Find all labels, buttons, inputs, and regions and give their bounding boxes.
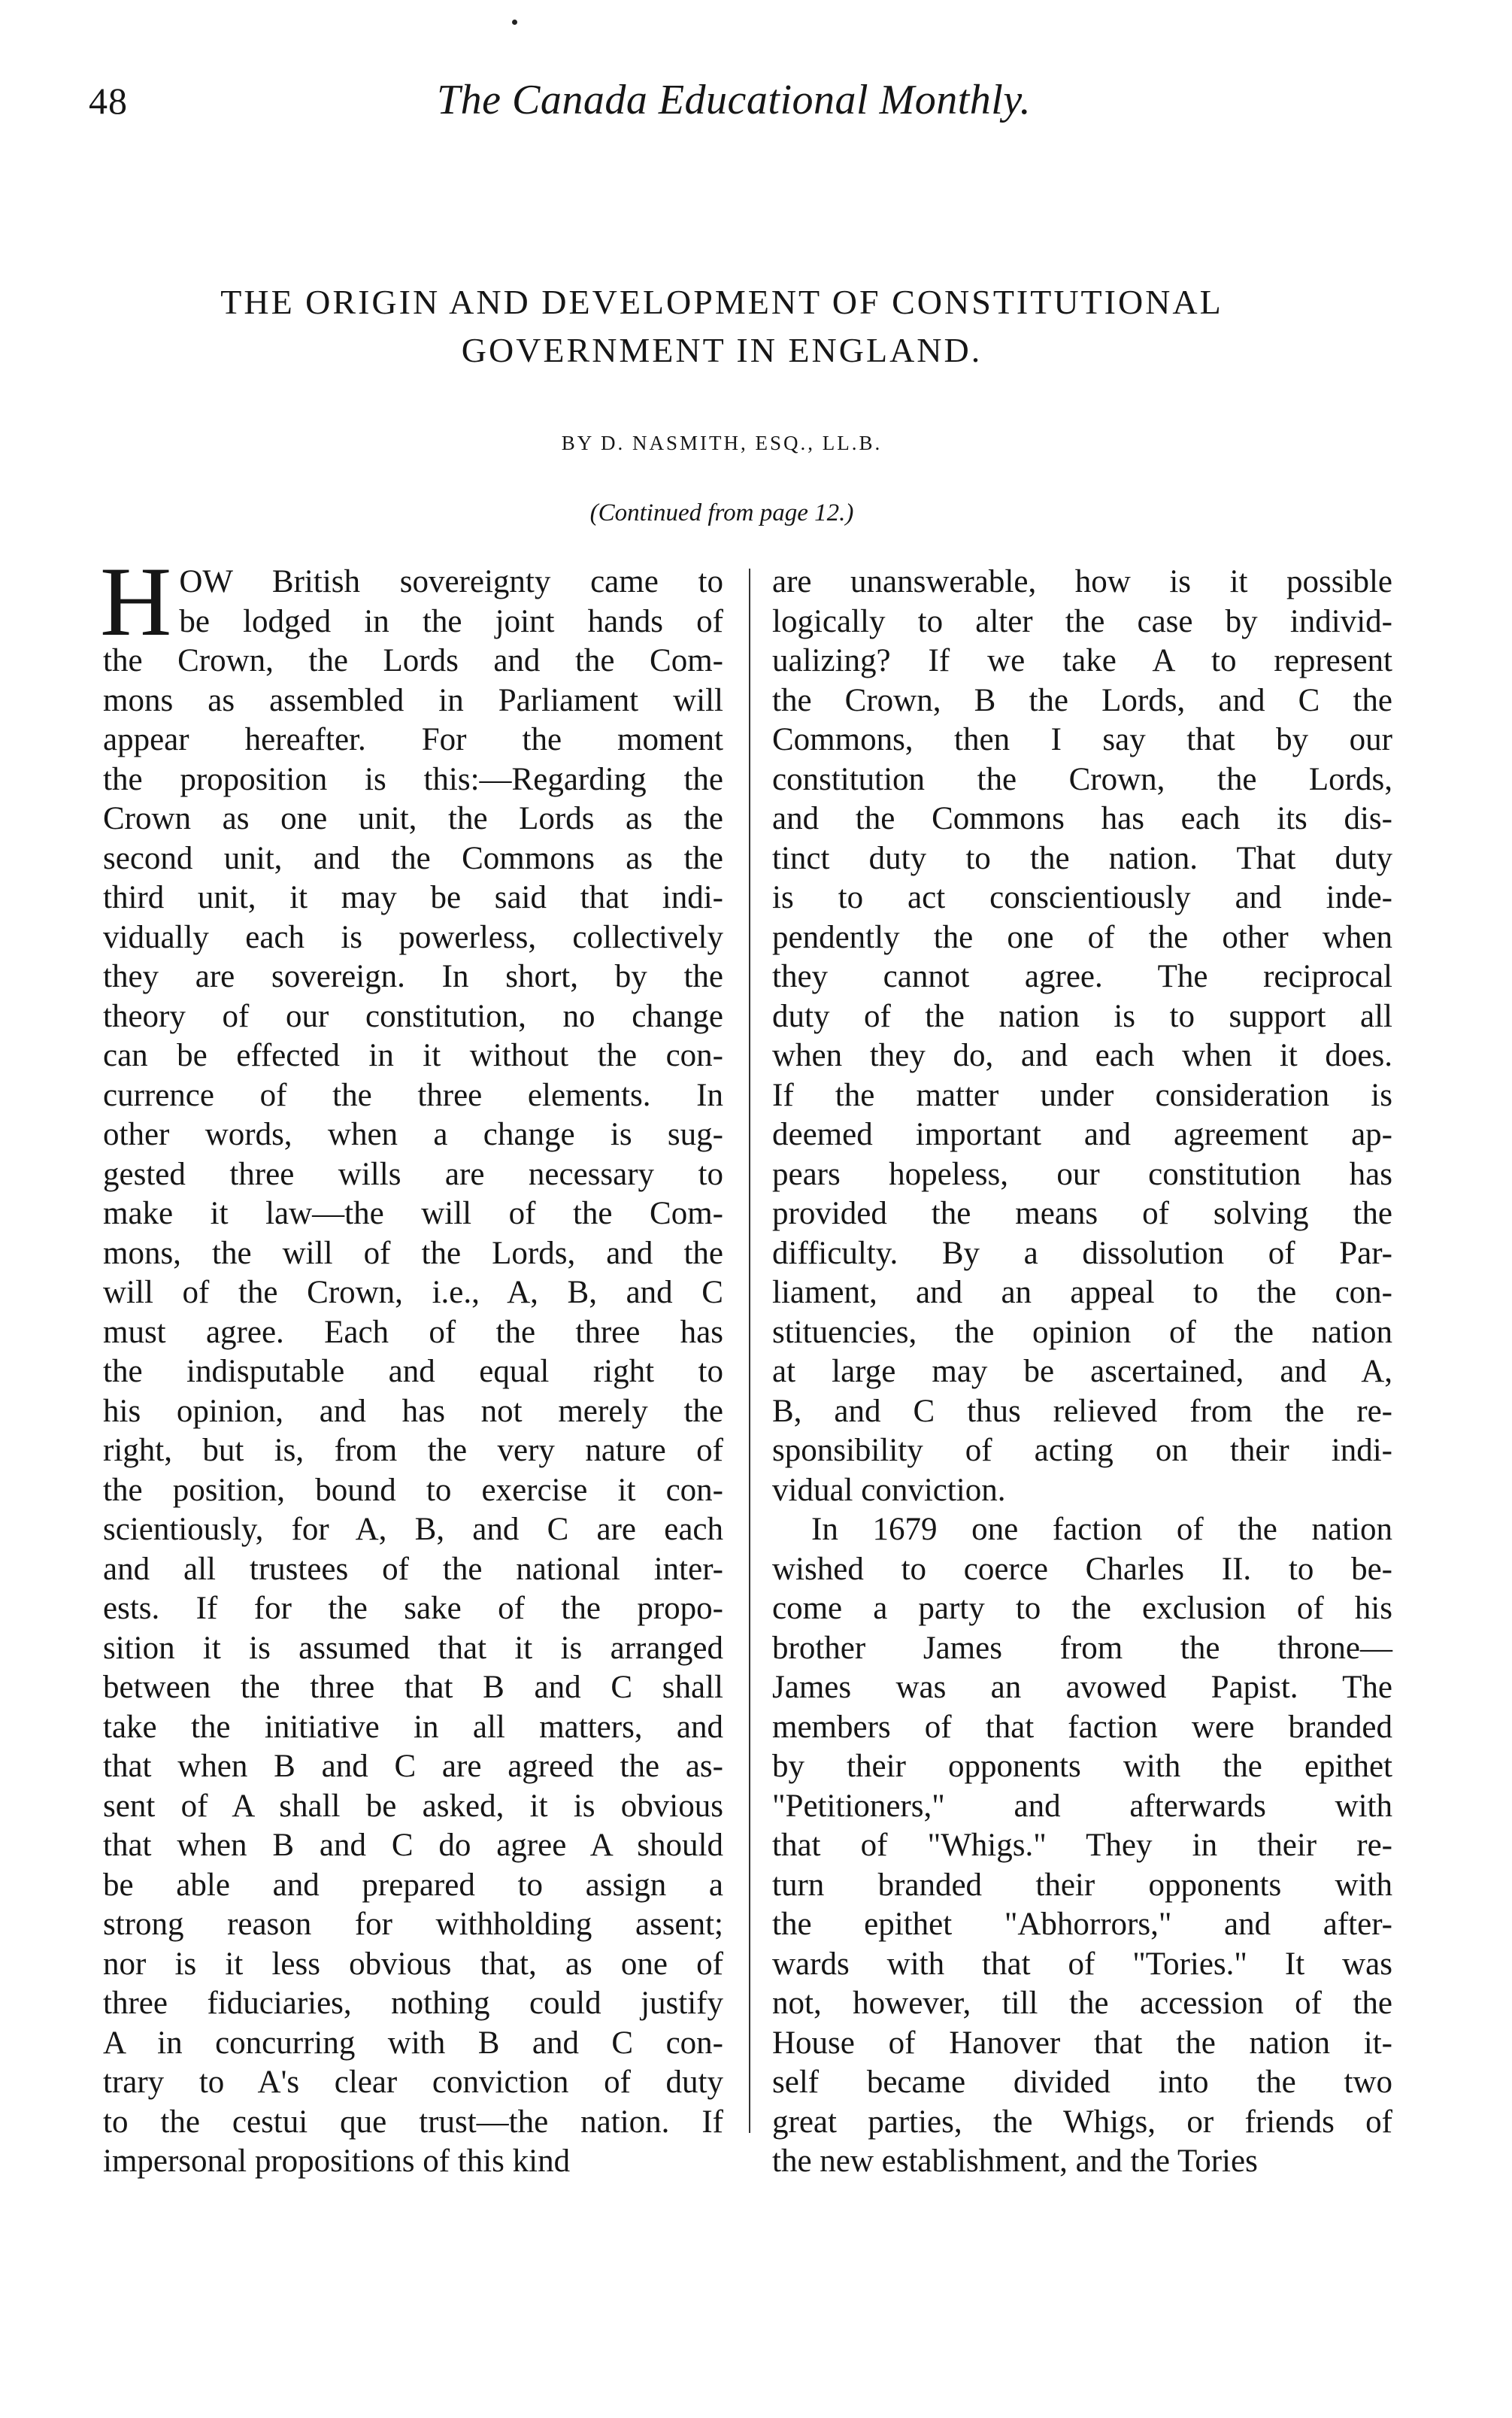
text-line: third unit, it may be said that indi- [103, 880, 723, 915]
text-line: members of that faction were branded [772, 1709, 1392, 1745]
text-line: currence of the three elements. In [103, 1077, 723, 1113]
text-line: pears hopeless, our constitution has [772, 1156, 1392, 1192]
text-line: vidual conviction. [772, 1472, 1006, 1508]
text-line: the new establishment, and the Tories [772, 2143, 1258, 2179]
text-line: second unit, and the Commons as the [103, 840, 723, 876]
text-line: gested three wills are necessary to [103, 1156, 723, 1192]
text-line: "Petitioners," and afterwards with [772, 1788, 1392, 1824]
text-line: make it law—the will of the Com- [103, 1196, 723, 1231]
text-line: take the initiative in all matters, and [103, 1709, 723, 1745]
text-line: turn branded their opponents with [772, 1867, 1392, 1903]
text-line: be able and prepared to assign a [103, 1867, 723, 1903]
text-line: A in concurring with B and C con- [103, 2025, 723, 2061]
text-line: trary to A's clear conviction of duty [103, 2065, 723, 2100]
article-title [113, 278, 1331, 375]
text-line: logically to alter the case by individ- [772, 603, 1392, 639]
text-line: theory of our constitution, no change [103, 998, 723, 1034]
text-line: the Crown, the Lords and the Com- [103, 643, 723, 678]
text-line: James was an avowed Papist. The [772, 1670, 1392, 1705]
text-line: In 1679 one faction of the nation [811, 1512, 1392, 1547]
text-line: that of "Whigs." They in their re- [772, 1828, 1392, 1863]
page-number: 48 [89, 80, 128, 122]
text-line: If the matter under consideration is [772, 1077, 1392, 1113]
text-line: wards with that of "Tories." It was [772, 1946, 1392, 1982]
text-line: must agree. Each of the three has [103, 1314, 723, 1350]
text-line: at large may be ascertained, and A, [772, 1354, 1392, 1389]
text-line: ests. If for the sake of the propo- [103, 1591, 723, 1626]
text-line: provided the means of solving the [772, 1196, 1392, 1231]
text-line: the epithet "Abhorrors," and after- [772, 1907, 1392, 1942]
column-rule [749, 569, 750, 2133]
text-line: will of the Crown, i.e., A, B, and C [103, 1275, 723, 1310]
text-line: Crown as one unit, the Lords as the [103, 801, 723, 836]
drop-cap: H [100, 546, 172, 657]
text-line: the position, bound to exercise it con- [103, 1472, 723, 1508]
text-line: between the three that B and C shall [103, 1670, 723, 1705]
right-column [772, 563, 1392, 2182]
text-line: duty of the nation is to support all [772, 998, 1392, 1034]
left-column [100, 546, 723, 2182]
text-line: the indisputable and equal right to [103, 1354, 723, 1389]
text-line: mons as assembled in Parliament will [103, 682, 723, 718]
text-line: nor is it less obvious that, as one of [103, 1946, 723, 1982]
text-line: can be effected in it without the con- [103, 1038, 723, 1073]
text-line: sent of A shall be asked, it is obvious [103, 1788, 723, 1824]
text-line: and all trustees of the national inter- [103, 1551, 723, 1587]
text-line: and the Commons has each its dis- [772, 801, 1392, 836]
text-line: the proposition is this:—Regarding the [103, 761, 723, 797]
text-line: House of Hanover that the nation it- [772, 2025, 1392, 2061]
text-line: great parties, the Whigs, or friends of [772, 2104, 1392, 2140]
text-line: vidually each is powerless, collectively [103, 919, 723, 955]
text-line: his opinion, and has not merely the [103, 1393, 723, 1429]
text-line: stituencies, the opinion of the nation [772, 1314, 1392, 1350]
article-title-line: THE ORIGIN AND DEVELOPMENT OF CONSTITUTIONAL [220, 283, 1223, 321]
byline: BY D. NASMITH, ESQ., LL.B. [561, 432, 883, 454]
text-line: other words, when a change is sug- [103, 1117, 723, 1152]
text-line: strong reason for withholding assent; [103, 1907, 723, 1942]
text-line: that when B and C are agreed the as- [103, 1749, 723, 1784]
text-line: impersonal propositions of this kind [103, 2143, 571, 2179]
continued-note: (Continued from page 12.) [589, 499, 854, 526]
print-speck [512, 20, 517, 25]
journal-title: The Canada Educational Monthly. [437, 77, 1032, 123]
text-line: Commons, then I say that by our [772, 722, 1392, 757]
text-line: constitution the Crown, the Lords, [772, 761, 1392, 797]
text-line: deemed important and agreement ap- [772, 1117, 1392, 1152]
text-line: the Crown, B the Lords, and C the [772, 682, 1392, 718]
text-line: they are sovereign. In short, by the [103, 959, 723, 994]
text-line: pendently the one of the other when [772, 919, 1392, 955]
text-line: ualizing? If we take A to represent [772, 643, 1392, 678]
text-line: appear hereafter. For the moment [103, 722, 723, 757]
text-line: tinct duty to the nation. That duty [772, 840, 1392, 876]
text-line: wished to coerce Charles II. to be- [772, 1551, 1392, 1587]
text-line: right, but is, from the very nature of [103, 1433, 723, 1468]
text-line: is to act conscientiously and inde- [772, 880, 1392, 915]
text-line: they cannot agree. The reciprocal [772, 959, 1392, 994]
text-line: sponsibility of acting on their indi- [772, 1433, 1392, 1468]
text-line: B, and C thus relieved from the re- [772, 1393, 1392, 1429]
text-line: sition it is assumed that it is arranged [103, 1630, 723, 1666]
text-line: not, however, till the accession of the [772, 1986, 1392, 2021]
text-line: three fiduciaries, nothing could justify [103, 1986, 723, 2021]
text-line: brother James from the throne— [772, 1630, 1392, 1666]
text-line: to the cestui que trust—the nation. If [103, 2104, 723, 2140]
text-line: by their opponents with the epithet [772, 1749, 1392, 1784]
text-line: are unanswerable, how is it possible [772, 564, 1392, 599]
text-line: difficulty. By a dissolution of Par- [772, 1235, 1392, 1271]
text-line: liament, and an appeal to the con- [772, 1275, 1392, 1310]
text-line: mons, the will of the Lords, and the [103, 1235, 723, 1271]
text-line: come a party to the exclusion of his [772, 1591, 1392, 1626]
text-line: scientiously, for A, B, and C are each [103, 1512, 723, 1547]
text-line: self became divided into the two [772, 2065, 1392, 2100]
text-line: when they do, and each when it does. [772, 1038, 1392, 1073]
text-line: be lodged in the joint hands of [179, 603, 723, 639]
running-head [89, 71, 1399, 139]
article-title-line: GOVERNMENT IN ENGLAND. [461, 331, 983, 369]
text-line: that when B and C do agree A should [103, 1828, 723, 1863]
text-line: OW British sovereignty came to [179, 564, 723, 599]
